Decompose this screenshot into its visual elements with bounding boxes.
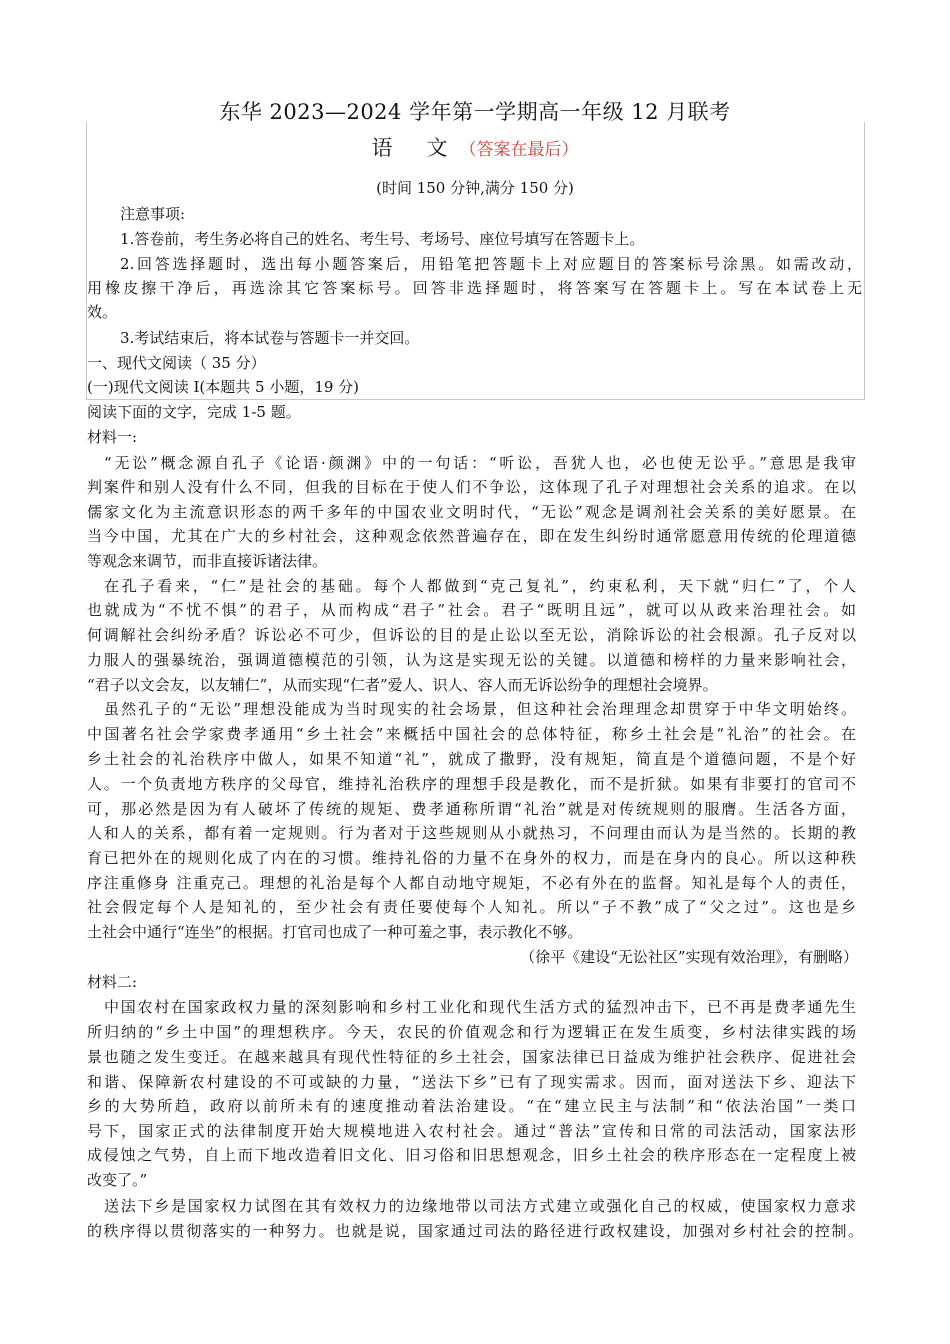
material-1-line: 土社会中通行“连坐”的根据。打官司也成了一种可羞之事，表示教化不够。 <box>87 923 583 941</box>
material-1-line: 判案件和别人没有什么不同，但我的目标在于使人们不争讼，这体现了孔子对理想社会关系的追求。在以 <box>87 478 856 496</box>
material-1-source: （徐平《建设“无讼社区”实现有效治理》，有删略） <box>520 948 858 966</box>
material-1-line: 力服人的强暴统治，强调道德模范的引领，认为这是实现无讼的关键。以道德和榜样的力量来影响社会， <box>87 651 856 669</box>
material-1-line: 序注重修身 注重克己。理想的礼治是每个人都自动地守规矩，不必有外在的监督。知礼是每个人的责任， <box>87 874 856 892</box>
instruction: 阅读下面的文字，完成 1-5 题。 <box>87 403 301 421</box>
material-2-line: 中国农村在国家政权力量的深刻影响和乡村工业化和现代生活方式的猛烈冲击下，已不再是费孝通先生 <box>104 998 856 1016</box>
material-1-line: 中国著名社会学家费孝通用“乡土社会”来概括中国社会的总体特征，称乡土社会是“礼治”的社会。在 <box>87 725 856 743</box>
material-2-line: 号下，国家正式的法律制度开始大规模地进入农村社会。通过“普法”宣传和日常的司法活动，国家法形 <box>87 1122 856 1140</box>
notice-item-2-line-3: 效。 <box>87 303 118 321</box>
subject-name: 语文 <box>371 136 482 160</box>
material-2-label: 材料二: <box>87 973 138 991</box>
material-1-line: 乡土社会的礼治秩序中做人，如果不知道“礼”，就成了撒野，没有规矩，简直是个道德问题，不是个好 <box>87 750 856 768</box>
material-2-line: 的秩序得以贯彻落实的一种努力。也就是说，国家通过司法的路径进行政权建设，加强对乡村社会的控制。 <box>87 1222 863 1240</box>
material-1-line: 何调解社会纠纷矛盾？诉讼必不可少，但诉讼的目的是止讼以至无讼，消除诉讼的社会根源。孔子反对以 <box>87 626 856 644</box>
material-1-line: 育已把外在的规则化成了内在的习惯。维持礼俗的力量不在身外的权力，而是在身内的良心。所以这种秩 <box>87 849 856 867</box>
material-2-line: 送法下乡是国家权力试图在其有效权力的边缘地带以司法方式建立或强化自己的权威，使国家权力意求 <box>104 1197 856 1215</box>
material-1-line: 人和人的关系，都有着一定规则。行为者对于这些规则从小就热习，不问理由而认为是当然的。长期的教 <box>87 824 856 842</box>
notice-heading: 注意事项: <box>120 205 186 223</box>
section-part-1: 一、现代文阅读（ 35 分） <box>87 354 266 372</box>
notice-item-2-line-2: 用橡皮擦干净后，再选涂其它答案标号。回答非选择题时，将答案写在答题卡上。写在本试卷上无 <box>87 279 862 297</box>
material-2-line: 景也随之发生变迁。在越来越具有现代性特征的乡土社会，国家法律已日益成为维护社会秩序、促进社会 <box>87 1048 856 1066</box>
material-2-line: 成侵蚀之气势，自上而下地改造着旧文化、旧习俗和旧思想观念，旧乡土社会的秩序形态在一定程度上被 <box>87 1146 856 1164</box>
material-1-line: 人。一个负责地方秩序的父母官，维持礼治秩序的理想手段是教化，而不是折狱。如果有非要打的官司不 <box>87 775 856 793</box>
material-1-line: 在孔子看来，“仁”是社会的基础。每个人都做到“克己复礼”，约束私利，天下就“归仁”了，个人 <box>104 577 856 595</box>
material-1-line: 虽然孔子的“无讼”理想没能成为当时现实的社会场景，但这种社会治理理念却贯穿于中华文明始终。 <box>104 700 856 718</box>
material-1-line: 等观念来调节，而非直接诉诸法律。 <box>87 552 328 570</box>
material-1-line: 当今中国，尤其在广大的乡村社会，这种观念依然普遍存在，即在发生纠纷时通常愿意用传统的伦理道德 <box>87 527 856 545</box>
notice-item-2-line-1: 2.回答选择题时，选出每小题答案后，用铅笔把答题卡上对应题目的答案标号涂黑。如需改动， <box>120 255 862 273</box>
material-2-line: 和谐、保障新农村建设的不可或缺的力量，“送法下乡”已有了现实需求。因而，面对送法下乡、迎法下 <box>87 1073 856 1091</box>
material-1-line: 儒家文化为主流意识形态的两千多年的中国农业文明时代，“无讼”观念是调剂社会关系的美好愿景。在 <box>87 503 856 521</box>
material-1-label: 材料一: <box>87 428 138 446</box>
material-1-line: 可，那必然是因为有人破坏了传统的规矩、费孝通称所谓“礼治”就是对传统规则的服膺。生活各方面， <box>87 800 856 818</box>
answer-note: （答案在最后） <box>459 140 579 160</box>
notice-item-1: 1.答卷前，考生务必将自己的姓名、考生号、考场号、座位号填写在答题卡上。 <box>120 230 645 248</box>
subject-line <box>0 132 950 162</box>
exam-title: 东华 2023—2024 学年第一学期高一年级 12 月联考 <box>219 100 731 124</box>
material-2-line: 乡的大势所趋，政府以前所未有的速度推动着法治建设。“在“建立民主与法制”和“依法治国”一类口 <box>87 1097 856 1115</box>
material-1-line: “无讼”概念源自孔子《论语·颜渊》中的一句话：“听讼，吾犹人也，必也使无讼乎。”意思是我审 <box>104 454 856 472</box>
material-1-line: “君子以文会友，以友辅仁”，从而实现“仁者”爱人、识人、容人而无诉讼纷争的理想社会境界。 <box>87 676 718 694</box>
time-info: (时间 150 分钟,满分 150 分) <box>376 179 574 197</box>
material-1-line: 也就成为“不忧不惧”的君子，从而构成“君子”社会。君子“既明且远”，就可以从政来治理社会。如 <box>87 601 856 619</box>
section-sub-1: (一)现代文阅读 I(本题共 5 小题，19 分) <box>87 378 360 396</box>
material-2-line: 所归纳的“乡土中国”的理想秩序。今天，农民的价值观念和行为逻辑正在发生质变，乡村法律实践的场 <box>87 1023 856 1041</box>
material-1-line: 社会假定每个人是知礼的，至少社会有责任要使每个人知礼。所以“子不教”成了“父之过”。这也是乡 <box>87 898 856 916</box>
material-2-line: 改变了。” <box>87 1171 148 1189</box>
notice-item-3: 3.考试结束后，将本试卷与答题卡一并交回。 <box>120 329 420 347</box>
